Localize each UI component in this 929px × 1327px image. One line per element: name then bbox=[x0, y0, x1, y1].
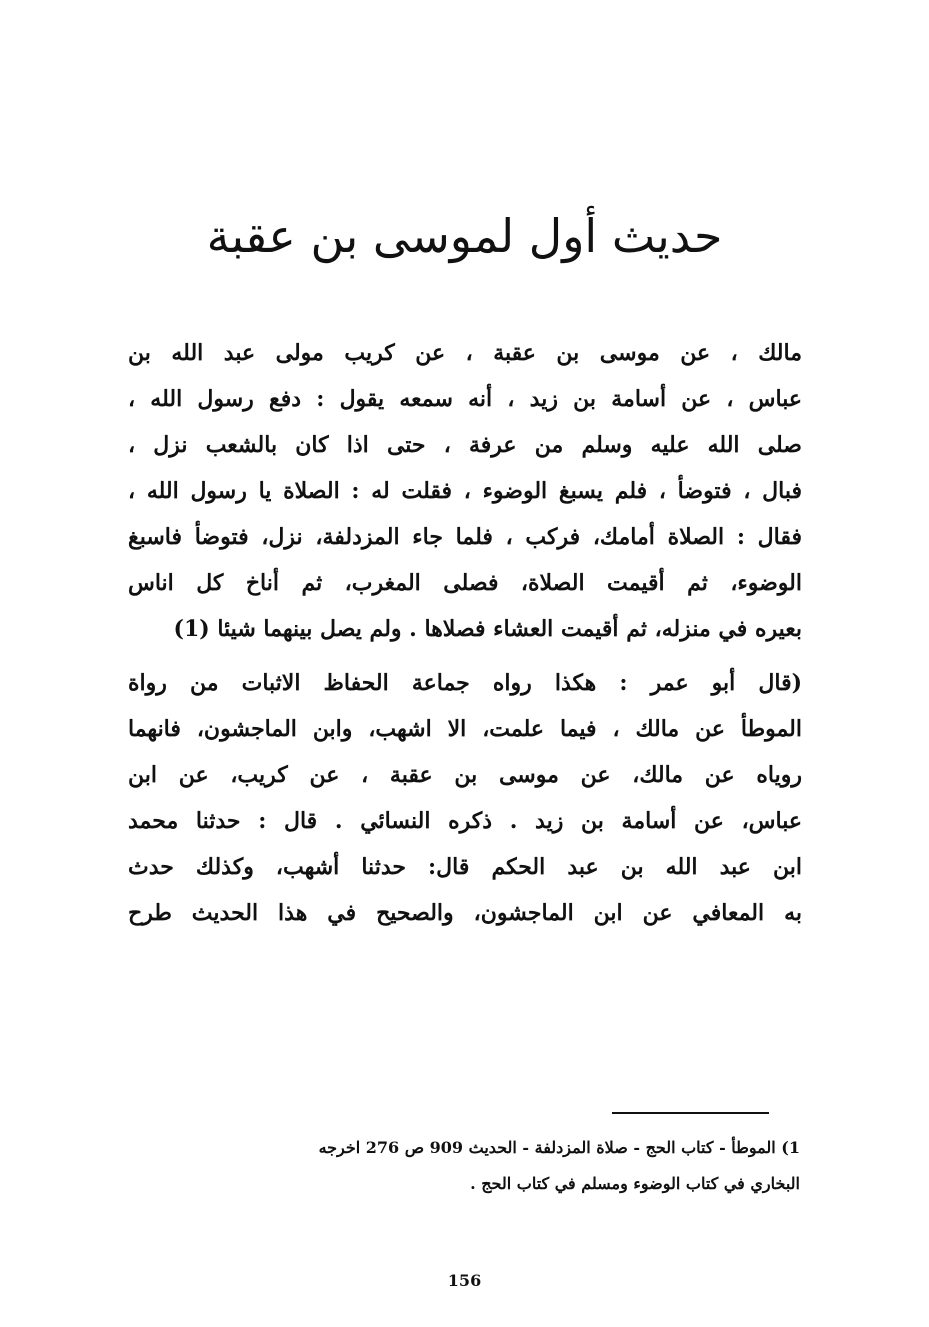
text-line: فبال ، فتوضأ ، فلم يسبغ الوضوء ، فقلت له : الصلاة يا رسول الله ، bbox=[128, 478, 802, 504]
page-number: 156 bbox=[447, 1271, 482, 1290]
text-line: الموطأ عن مالك ، فيما علمت، الا اشهب، وابن الماجشون، فانهما bbox=[128, 716, 802, 742]
text-line: ابن عبد الله بن عبد الحكم قال: حدثنا أشهب، وكذلك حدث bbox=[128, 854, 802, 880]
text-line: عباس ، عن أسامة بن زيد ، أنه سمعه يقول : دفع رسول الله ، bbox=[128, 386, 802, 412]
text-line: (قال أبو عمر : هكذا رواه جماعة الحفاظ الاثبات من رواة bbox=[128, 670, 802, 696]
text-line: عباس، عن أسامة بن زيد . ذكره النسائي . قال : حدثنا محمد bbox=[128, 808, 802, 834]
footnote-line: البخاري في كتاب الوضوء ومسلم في كتاب الحج . bbox=[470, 1174, 800, 1193]
footnote-divider bbox=[612, 1112, 769, 1114]
paragraph-hadith-text bbox=[128, 330, 802, 652]
text-line: بعيره في منزله، ثم أقيمت العشاء فصلاها . ولم يصل بينهما شيئا (1) bbox=[173, 616, 802, 642]
text-line: روياه عن مالك، عن موسى بن عقبة ، عن كريب، عن ابن bbox=[128, 762, 802, 788]
text-line: به المعافي عن ابن الماجشون، والصحيح في هذا الحديث طرح bbox=[128, 900, 802, 926]
footnote-line: 1) الموطأ - كتاب الحج - صلاة المزدلفة - الحديث 909 ص 276 اخرجه bbox=[318, 1138, 800, 1157]
text-line: الوضوء، ثم أقيمت الصلاة، فصلى المغرب، ثم أناخ كل اناس bbox=[128, 570, 802, 596]
text-line: مالك ، عن موسى بن عقبة ، عن كريب مولى عبد الله بن bbox=[128, 340, 802, 366]
text-line: صلى الله عليه وسلم من عرفة ، حتى اذا كان بالشعب نزل ، bbox=[128, 432, 802, 458]
paragraph-commentary bbox=[128, 660, 802, 936]
text-line: فقال : الصلاة أمامك، فركب ، فلما جاء المزدلفة، نزل، فتوضأ فاسبغ bbox=[128, 524, 802, 550]
footnotes bbox=[150, 1130, 800, 1202]
chapter-title: حديث أول لموسى بن عقبة bbox=[206, 209, 723, 263]
